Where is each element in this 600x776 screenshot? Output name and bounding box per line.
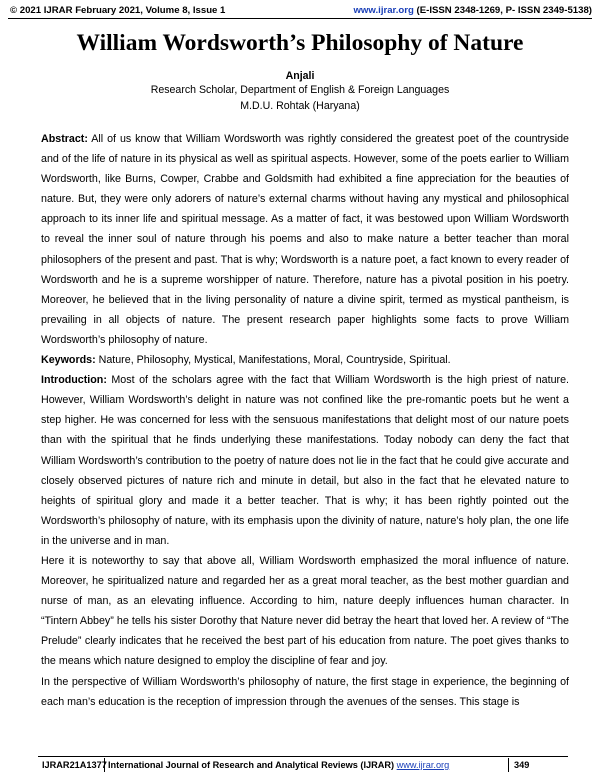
introduction-text: Most of the scholars agree with the fact that William Wordsworth is the high priest of nature. However, William Wordsworth’s delight in nature was not confined like the pre-romantic poets but he went a step higher. He was concerned for less with the sensuous manifestations that delight most of our nature poets than with the spiritual that he finds underlying these manifestations. Today nobody can deny the fact that William Wordsworth’s contribution to the poetry of nature does not lie in the fact that he could give accurate and closely observed pictures of nature rich and minute in detail, but also in the fact that he elevated nature to heights of spiritual glory and made it a better teacher. That is why; it has been rightly pointed out the Wordsworth’s philosophy of nature, with its emphasis upon the divinity of nature, nature’s holy plan, the one life in the universe and in man. xyxy=(41,374,569,547)
footer-divider xyxy=(38,756,568,757)
abstract-text: All of us know that William Wordsworth was rightly considered the greatest poet of the countryside and of the life of nature in its physical as well as spiritual aspects. However, some of the poets earlier to William Wordsworth, like Burns, Cowper, Crabbe and Goldsmith had exhibited a fine appreciation for the beauties of nature. But, they were only adorers of nature’s external charms without having any mystical and philosophical approach to its inner life and spiritual message. As a matter of fact, it was bestowed upon William Wordsworth to reveal the inner soul of nature through his poems and also to make nature a better teacher than moral philosophers of the present and past. That is why; Wordsworth is a nature poet, a fact known to every reader of Wordsworth and he is a supreme worshipper of nature. Therefore, nature has a pivotal position in his poetry. Moreover, he believed that in the living personality of nature a divine spirit, termed as mystical pantheism, is prevailing in all objects of nature. The present research paper highlights some facts to prove William Wordsworth’s philosophy of nature. xyxy=(41,133,569,346)
abstract-paragraph xyxy=(41,129,569,350)
keywords-paragraph xyxy=(41,350,569,370)
author-name: Anjali xyxy=(285,70,315,82)
header-url-link[interactable]: www.ijrar.org xyxy=(353,5,414,16)
body-paragraph-2: Here it is noteworthy to say that above all, William Wordsworth emphasized the moral influence of nature. Moreover, he spiritualized nature and regarded her as a great moral teacher, as the best mother guardian and nurse of man, as an elevating influence. According to him, nature deeply influences human character. In “Tintern Abbey” he tells his sister Dorothy that Nature never did betray the heart that loved her. A review of “The Prelude” clearly indicates that he received the best part of his education from nature. The poet gives thanks to the means which nature designed to employ the discipline of fear and joy. xyxy=(41,554,569,668)
footer-journal xyxy=(108,760,449,770)
introduction-label: Introduction: xyxy=(41,374,107,387)
footer-url-link[interactable]: www.ijrar.org xyxy=(396,760,450,770)
footer-separator xyxy=(104,758,105,772)
body-paragraph-3: In the perspective of William Wordsworth’s philosophy of nature, the first stage in experience, the beginning of each man’s education is the reception of impression through the avenues of the senses. This stage is xyxy=(41,675,569,708)
paper-body xyxy=(41,129,569,712)
author-affiliation: Research Scholar, Department of English & Foreign Languages xyxy=(150,84,450,96)
footer-separator xyxy=(508,758,509,772)
author-location: M.D.U. Rohtak (Haryana) xyxy=(240,100,360,112)
keywords-text: Nature, Philosophy, Mystical, Manifestations, Moral, Countryside, Spiritual. xyxy=(95,354,451,367)
header-citation: © 2021 IJRAR February 2021, Volume 8, Issue 1 xyxy=(10,5,226,16)
header-issn: (E-ISSN 2348-1269, P- ISSN 2349-5138) xyxy=(416,5,592,16)
page-number: 349 xyxy=(514,760,530,770)
footer-journal-name: International Journal of Research and Analytical Reviews (IJRAR) xyxy=(108,760,397,770)
keywords-label: Keywords: xyxy=(41,354,96,367)
header-right xyxy=(353,5,592,16)
introduction-paragraph xyxy=(41,370,569,551)
header-divider xyxy=(8,18,592,19)
paper-title: William Wordsworth’s Philosophy of Nature xyxy=(76,30,524,56)
abstract-label: Abstract: xyxy=(41,133,88,145)
footer-paper-id: IJRAR21A1377 xyxy=(42,760,107,770)
page-footer xyxy=(0,756,600,774)
